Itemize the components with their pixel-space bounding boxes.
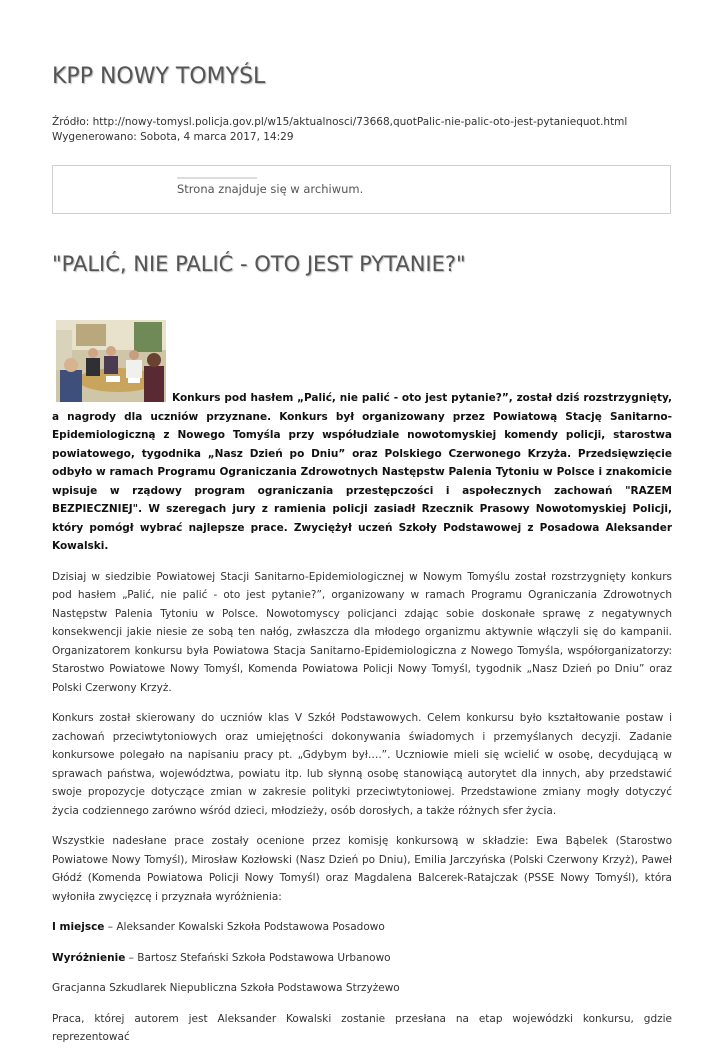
article-lead-text: Konkurs pod hasłem „Palić, nie palić - oto jest pytanie?”, został dziś rozstrzygnięty, a nagrody dla uczniów przyznane. Konkurs był organizowany przez Powiatową Stację Sanitarno-Epidemiologiczną z Nowego Tomyśla przy współudziale nowotomyskiej komendy policji, starostwa powiatowego, tygodnika „Nasz Dzień po Dniu” oraz Polskiego Czerwonego Krzyża. Przedsięwzięcie odbyło w ramach Programu Ograniczania Zdrowotnych Następstw Palenia Tytoniu w Polsce i znakomicie wpisuje w rządowy program ograniczania przestępczości i aspołecznych zachowań "RAZEM BEZPIECZNIEJ". W szeregach jury z ramienia policji zasiadł Rzecznik Prasowy Nowotomyskiej Policji, który pomógł wybrać najlepsze prace. Zwyciężył uczeń Szkoły Podstawowej z Posadowa Aleksander Kowalski. [52, 392, 672, 552]
article-paragraph-last: Praca, której autorem jest Aleksander Kowalski zostanie przesłana na etap wojewódzki konkursu, gdzie reprezentować [52, 1012, 672, 1043]
site-title: KPP NOWY TOMYŚL [52, 64, 266, 89]
award-distinction [52, 949, 672, 968]
award-first-place-text: – Aleksander Kowalski Szkoła Podstawowa Posadowo [104, 921, 385, 933]
archive-notice-box [52, 165, 671, 214]
archive-notice-divider [177, 177, 257, 179]
award-first-place [52, 918, 672, 937]
source-url[interactable]: Źródło: http://nowy-tomysl.policja.gov.pl/w15/aktualnosci/73668,quotPalic-nie-palic-oto-jest-pytaniequot.html [52, 116, 628, 128]
article-paragraph-2: Konkurs został skierowany do uczniów klas V Szkół Podstawowych. Celem konkursu było kształtowanie postaw i zachowań przeciwtytoniowych oraz umiejętności dokonywania świadomych i przemyślanych decyzji. Zadanie konkursowe polegało na napisaniu pracy pt. „Gdybym był….”. Uczniowie mieli się wcielić w osobę, decydującą w sprawach państwa, województwa, powiatu itp. lub słynną osobę stanowiącą autorytet dla innych, aby przedstawić swoje propozycje dotyczące zmian w zakresie polityki przeciwtytoniowej. Przedstawione zmiany mogły dotyczyć życia codziennego zarówno wśród dzieci, młodzieży, osób dorosłych, a także różnych sfer życia. [52, 712, 672, 817]
source-meta [52, 115, 627, 145]
archive-notice-text: Strona znajduje się w archiwum. [177, 182, 364, 196]
article-title: "PALIĆ, NIE PALIĆ - OTO JEST PYTANIE?" [52, 252, 466, 276]
article-body [52, 389, 672, 1059]
article-lead [52, 389, 672, 556]
award-distinction-2: Gracjanna Szkudlarek Niepubliczna Szkoła Podstawowa Strzyżewo [52, 982, 400, 994]
award-distinction-text: – Bartosz Stefański Szkoła Podstawowa Urbanowo [125, 951, 391, 964]
generated-date: Wygenerowano: Sobota, 4 marca 2017, 14:29 [52, 131, 294, 143]
article-paragraph-1: Dzisiaj w siedzibie Powiatowej Stacji Sanitarno-Epidemiologicznej w Nowym Tomyślu został rozstrzygnięty konkurs pod hasłem „Palić, nie palić - oto jest pytanie?”, organizowany w ramach Programu Ograniczania Zdrowotnych Następstw Palenia Tytoniu w Polsce. Nowotomyscy policjanci zdając sobie doskonałe sprawę z negatywnych konsekwencji jakie niesie ze sobą ten nałóg, zwłaszcza dla młodego organizmu aktywnie włączyli się do kampanii. Organizatorem konkursu była Powiatowa Stacja Sanitarno-Epidemiologiczna z Nowego Tomyśla, współorganizatorzy: Starostwo Powiatowe Nowy Tomyśl, Komenda Powiatowa Policji Nowy Tomyśl, tygodnik „Nasz Dzień po Dniu” oraz Polski Czerwony Krzyż. [52, 570, 672, 694]
award-distinction-label: Wyróżnienie [52, 951, 126, 964]
award-first-place-label: I miejsce [52, 921, 105, 933]
article-paragraph-3: Wszystkie nadesłane prace zostały ocenione przez komisję konkursową w składzie: Ewa Bąbelek (Starostwo Powiatowe Nowy Tomyśl), Mirosław Kozłowski (Nasz Dzień po Dniu), Emilia Jarczyńska (Polski Czerwony Krzyż), Paweł Głódź (Komenda Powiatowa Policji Nowy Tomyśl) oraz Magdalena Balcerek-Ratajczak (PSSE Nowy Tomyśl), która wyłoniła zwycięzcę i przyznała wyróżnienia: [52, 835, 672, 903]
